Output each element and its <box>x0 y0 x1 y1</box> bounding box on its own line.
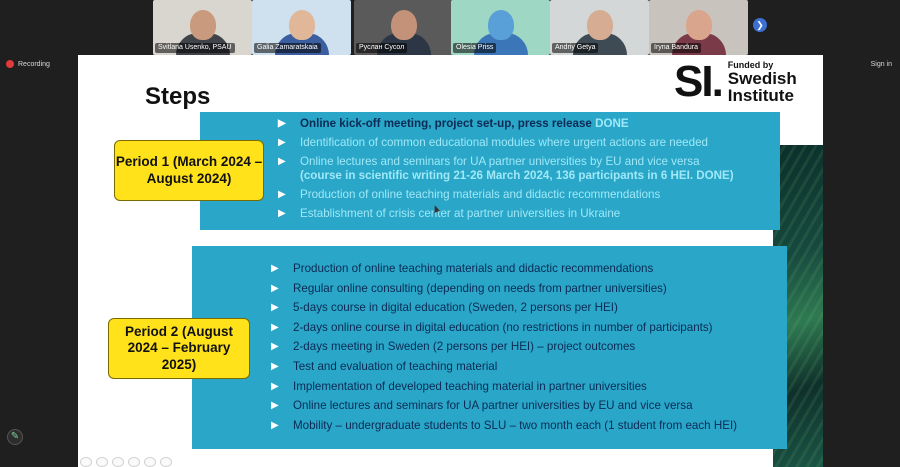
list-item-text: Identification of common educational modules where urgent actions are needed <box>300 136 708 149</box>
pen-icon[interactable] <box>112 457 124 467</box>
participant-name: Galia Zamaratskaia <box>254 43 321 53</box>
participant-tile[interactable] <box>153 0 252 55</box>
list-item: ▶ Test and evaluation of teaching material <box>271 360 737 374</box>
chevron-right-icon[interactable]: ❯ <box>753 18 767 32</box>
participant-tile[interactable] <box>354 0 453 55</box>
list-item-text: Establishment of crisis center at partner universities in Ukraine <box>300 207 621 220</box>
logo-line2: Institute <box>727 86 794 105</box>
period2-label: Period 2 (August 2024 – February 2025) <box>108 318 250 379</box>
participant-name: Andriy Getya <box>552 43 598 53</box>
participant-face <box>488 10 514 40</box>
forward-icon[interactable] <box>96 457 108 467</box>
list-item-note: (course in scientific writing 21-26 March 2024, 136 participants in 6 HEI. DONE) <box>300 169 734 182</box>
participant-face <box>391 10 417 40</box>
more-icon[interactable] <box>160 457 172 467</box>
list-item: ▶ Implementation of developed teaching material in partner universities <box>271 380 737 394</box>
list-item <box>278 136 734 150</box>
participant-face <box>686 10 712 40</box>
status-done: DONE <box>595 117 629 130</box>
period2-list <box>271 262 737 438</box>
sign-in-link[interactable]: Sign in <box>870 61 892 68</box>
pointer-icon[interactable] <box>128 457 140 467</box>
participant-face <box>587 10 613 40</box>
participant-face <box>289 10 315 40</box>
list-item <box>278 155 734 183</box>
slide-title: Steps <box>145 83 211 110</box>
participant-tile[interactable] <box>252 0 351 55</box>
list-item-text: Production of online teaching materials and didactic recommendations <box>300 188 661 201</box>
shared-slide <box>78 55 823 467</box>
list-item: ▶ Regular online consulting (depending on needs from partner universities) <box>271 282 737 296</box>
recording-label: Recording <box>18 60 50 68</box>
participant-name: Olesia Priss <box>453 43 496 53</box>
list-item <box>278 188 734 202</box>
participant-name: Iryna Bandura <box>651 43 701 53</box>
list-item: ▶ Production of online teaching materials and didactic recommendations <box>271 262 737 276</box>
participant-tile[interactable] <box>649 0 748 55</box>
list-item: ▶ Mobility – undergraduate students to SLU – two month each (1 student from each HEI) <box>271 419 737 433</box>
list-item <box>278 117 734 131</box>
logo-mark: SI. <box>674 57 722 106</box>
period1-list <box>278 117 734 226</box>
list-item: ▶ 2-days meeting in Sweden (2 persons per HEI) – project outcomes <box>271 340 737 354</box>
participant-tile[interactable] <box>550 0 649 55</box>
period1-label: Period 1 (March 2024 – August 2024) <box>114 140 264 201</box>
list-item-text: Online kick-off meeting, project set-up, press release <box>300 117 596 130</box>
logo-line1: Swedish <box>727 69 797 88</box>
record-icon <box>6 60 14 68</box>
recording-indicator <box>6 60 50 68</box>
list-item-text: Online lectures and seminars for UA partner universities by EU and vice versa <box>300 155 700 168</box>
participant-tile[interactable] <box>451 0 550 55</box>
back-icon[interactable] <box>80 457 92 467</box>
participant-strip <box>0 0 900 55</box>
participant-name: Руслан Сусол <box>356 43 407 53</box>
slide-toolbar <box>80 457 172 467</box>
participant-name: Svitlana Usenko, PSAU <box>155 43 235 53</box>
list-item <box>278 207 734 221</box>
annotate-pen-icon[interactable]: ✎ <box>7 429 23 445</box>
swedish-institute-logo <box>674 57 797 106</box>
list-item: ▶ Online lectures and seminars for UA partner universities by EU and vice versa <box>271 399 737 413</box>
list-item: ▶ 5-days course in digital education (Sweden, 2 persons per HEI) <box>271 301 737 315</box>
zoom-icon[interactable] <box>144 457 156 467</box>
list-item: ▶ 2-days online course in digital education (no restrictions in number of participants) <box>271 321 737 335</box>
participant-face <box>190 10 216 40</box>
logo-text <box>728 60 797 104</box>
logo-funded-by: Funded by <box>727 60 774 70</box>
